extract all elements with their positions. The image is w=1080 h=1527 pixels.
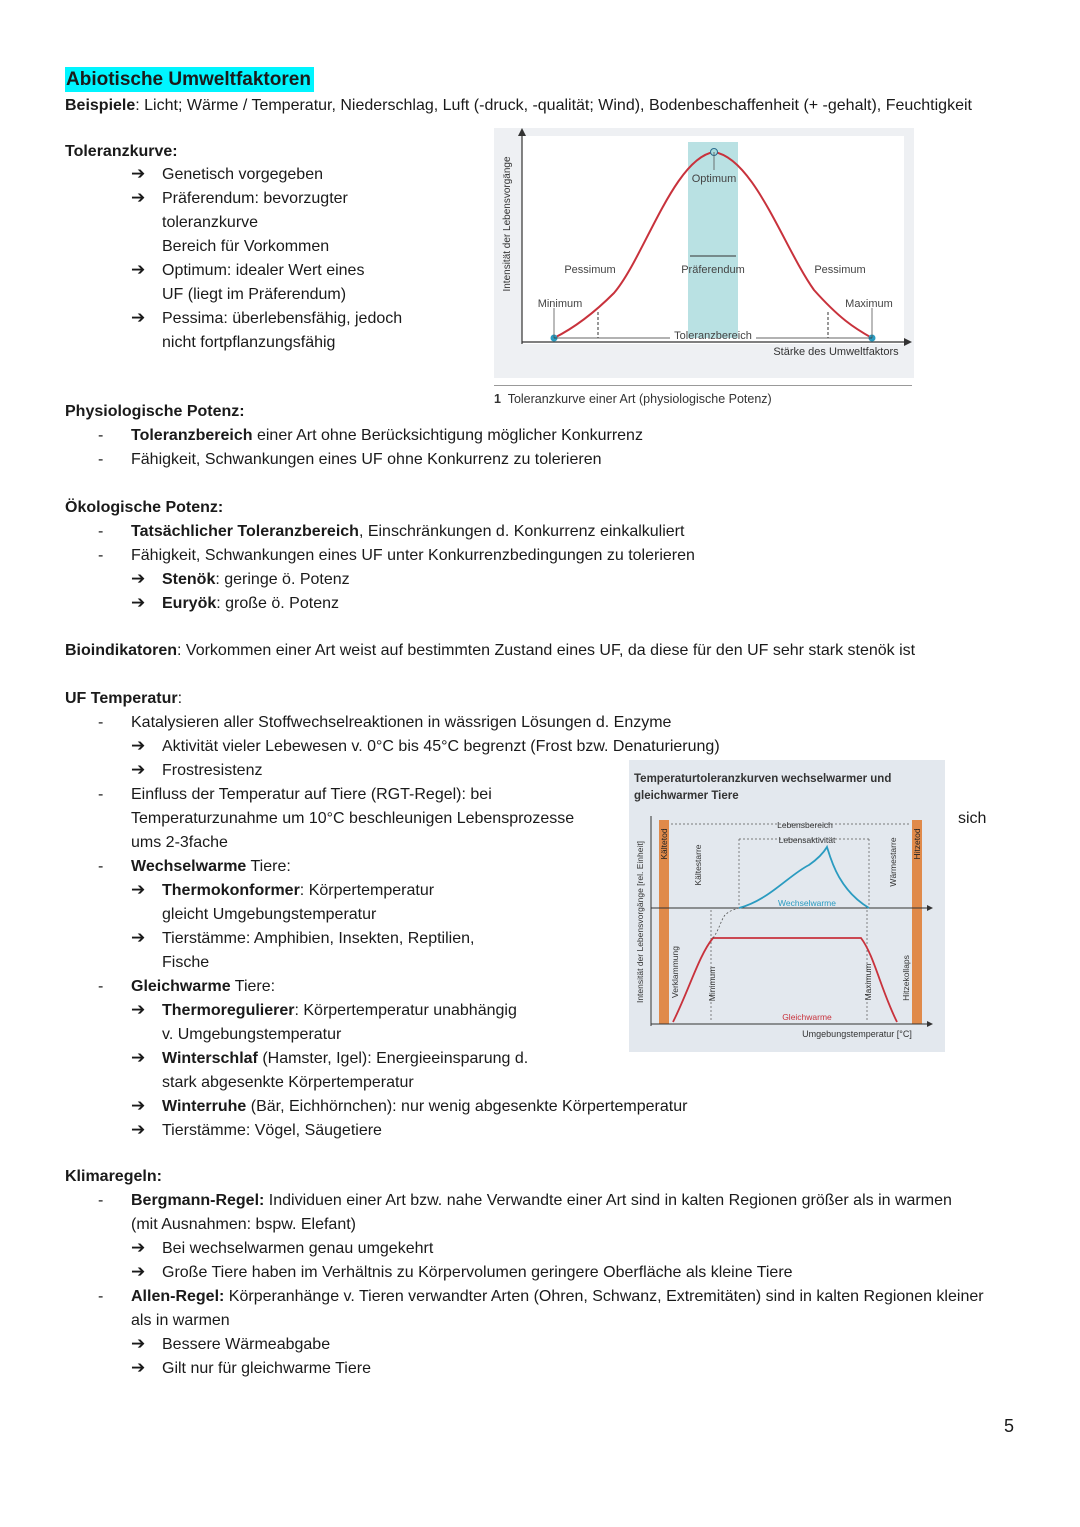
- list-item: Genetisch vorgegeben: [162, 166, 323, 183]
- list-item: Thermokonformer: Körpertemperatur: [162, 882, 435, 899]
- arrow-icon: ➔: [131, 260, 146, 279]
- list-item: Große Tiere haben im Verhältnis zu Körpervolumen geringere Oberfläche als kleine Tiere: [162, 1264, 793, 1281]
- minimum-label: Minimum: [537, 298, 583, 310]
- list-item: Temperaturzunahme um 10°C beschleunigen Lebensprozesse: [131, 810, 575, 827]
- list-item: Gilt nur für gleichwarme Tiere: [162, 1360, 371, 1377]
- list-item: Pessima: überlebensfähig, jedoch: [162, 310, 403, 327]
- fig2-title-line1: Temperaturtoleranzkurven wechselwarmer und: [634, 773, 892, 785]
- toleranzkurve-figure: [494, 128, 914, 380]
- fig2-maximum-label: Maximum: [863, 963, 873, 1001]
- dash-icon: -: [98, 523, 104, 540]
- beispiele-line: Beispiele: Licht; Wärme / Temperatur, Niederschlag, Luft (-druck, -qualität; Wind), Bodenbeschaffenheit (+ -gehalt), Feuchtigkeit: [65, 97, 972, 114]
- list-item: als in warmen: [131, 1312, 230, 1329]
- arrow-icon: ➔: [131, 593, 146, 612]
- verklammung-label: Verklammung: [670, 946, 680, 998]
- toleranzkurve-heading: Toleranzkurve:: [65, 143, 178, 160]
- dash-icon: -: [98, 858, 104, 875]
- temperatur-figure: [629, 760, 945, 1052]
- lebensbereich-label: Lebensbereich: [777, 820, 833, 830]
- fig2-xlabel: Umgebungstemperatur [°C]: [802, 1029, 912, 1039]
- list-item: (mit Ausnahmen: bspw. Elefant): [131, 1216, 356, 1233]
- arrow-icon: ➔: [131, 760, 146, 779]
- list-item: Optimum: idealer Wert eines: [162, 262, 365, 279]
- dash-icon: -: [98, 451, 104, 468]
- klima-heading: Klimaregeln:: [65, 1168, 162, 1185]
- list-item: Gleichwarme Tiere:: [131, 978, 276, 995]
- fig2-title-line2: gleichwarmer Tiere: [634, 790, 739, 802]
- list-item: Stenök: geringe ö. Potenz: [162, 571, 350, 588]
- list-item: Fähigkeit, Schwankungen eines UF unter Konkurrenzbedingungen zu tolerieren: [131, 547, 695, 564]
- list-item: Frostresistenz: [162, 762, 263, 779]
- wechselwarme-label: Wechselwarme: [778, 898, 836, 908]
- dash-icon: -: [98, 547, 104, 564]
- list-item: Toleranzbereich einer Art ohne Berücksichtigung möglicher Konkurrenz: [131, 427, 643, 444]
- list-item: ums 2-3fache: [131, 834, 228, 851]
- list-item: stark abgesenkte Körpertemperatur: [162, 1074, 414, 1091]
- dash-icon: -: [98, 978, 104, 995]
- lebensaktivitaet-label: Lebensaktivität: [778, 835, 836, 845]
- dash-icon: -: [98, 1192, 104, 1209]
- maximum-label: Maximum: [845, 298, 893, 310]
- figure1-caption: 1 Toleranzkurve einer Art (physiologische Potenz): [494, 392, 772, 406]
- pessimum-right-label: Pessimum: [814, 264, 866, 276]
- list-item: Katalysieren aller Stoffwechselreaktionen in wässrigen Lösungen d. Enzyme: [131, 714, 672, 731]
- kaeltetod-label: Kältetod: [659, 828, 669, 860]
- praeferendum-band: [688, 142, 738, 338]
- fig1-ylabel: Intensität der Lebensvorgänge: [502, 156, 513, 292]
- arrow-icon: ➔: [131, 1334, 146, 1353]
- list-item: Bergmann-Regel: Individuen einer Art bzw. nahe Verwandte einer Art sind in kalten Regionen größer als in warmen: [131, 1192, 952, 1209]
- dash-icon: -: [98, 427, 104, 444]
- list-item: Präferendum: bevorzugter: [162, 190, 348, 207]
- fig2-minimum-label: Minimum: [707, 966, 717, 1002]
- list-item: UF (liegt im Präferendum): [162, 286, 347, 303]
- oekologisch-heading: Ökologische Potenz:: [65, 499, 224, 516]
- bioindikatoren-line: Bioindikatoren: Vorkommen einer Art weist auf bestimmten Zustand eines UF, da diese für den UF sehr stark stenök ist: [65, 642, 916, 659]
- list-item: Winterschlaf (Hamster, Igel): Energieeinsparung d.: [162, 1050, 529, 1067]
- pessimum-left-label: Pessimum: [564, 264, 616, 276]
- page-title: Abiotische Umweltfaktoren: [65, 67, 314, 92]
- arrow-icon: ➔: [131, 308, 146, 327]
- list-item: Allen-Regel: Körperanhänge v. Tieren verwandter Arten (Ohren, Schwanz, Extremitäten) sind in kalten Regionen kleiner: [131, 1288, 984, 1305]
- list-item: Winterruhe (Bär, Eichhörnchen): nur wenig abgesenkte Körpertemperatur: [162, 1098, 688, 1115]
- list-item: Thermoregulierer: Körpertemperatur unabhängig: [162, 1002, 517, 1019]
- temperatur-heading: UF Temperatur:: [65, 690, 183, 707]
- arrow-icon: ➔: [131, 1048, 146, 1067]
- list-item: Fähigkeit, Schwankungen eines UF ohne Konkurrenz zu tolerieren: [131, 451, 602, 468]
- waermestarre-label: Wärmestarre: [888, 837, 898, 887]
- dash-icon: -: [98, 714, 104, 731]
- arrow-icon: ➔: [131, 188, 146, 207]
- gleichwarme-label: Gleichwarme: [782, 1012, 832, 1022]
- arrow-icon: ➔: [131, 1000, 146, 1019]
- list-item: Aktivität vieler Lebewesen v. 0°C bis 45°C begrenzt (Frost bzw. Denaturierung): [162, 738, 720, 755]
- arrow-icon: ➔: [131, 569, 146, 588]
- list-item: Einfluss der Temperatur auf Tiere (RGT-Regel): bei: [131, 786, 492, 803]
- list-item: Bessere Wärmeabgabe: [162, 1336, 331, 1353]
- optimum-label: Optimum: [691, 173, 737, 185]
- arrow-icon: ➔: [131, 1096, 146, 1115]
- list-item: Tatsächlicher Toleranzbereich, Einschränkungen d. Konkurrenz einkalkuliert: [131, 523, 685, 540]
- hitzekollaps-label: Hitzekollaps: [901, 955, 911, 1001]
- praeferendum-label: Präferendum: [681, 264, 745, 276]
- dash-icon: -: [98, 786, 104, 803]
- arrow-icon: ➔: [131, 1238, 146, 1257]
- arrow-icon: ➔: [131, 736, 146, 755]
- arrow-icon: ➔: [131, 1262, 146, 1281]
- list-item: Tierstämme: Amphibien, Insekten, Reptilien,: [162, 930, 475, 947]
- list-item: Euryök: große ö. Potenz: [162, 595, 339, 612]
- arrow-icon: ➔: [131, 880, 146, 899]
- arrow-icon: ➔: [131, 1120, 146, 1139]
- hitzetod-label: Hitzetod: [912, 828, 922, 860]
- list-item: Fische: [162, 954, 210, 971]
- list-item: sich: [958, 810, 987, 827]
- list-item: nicht fortpflanzungsfähig: [162, 334, 336, 351]
- arrow-icon: ➔: [131, 164, 146, 183]
- list-item: Bei wechselwarmen genau umgekehrt: [162, 1240, 434, 1257]
- arrow-icon: ➔: [131, 928, 146, 947]
- page-number: 5: [1004, 1416, 1015, 1436]
- list-item: v. Umgebungstemperatur: [162, 1026, 342, 1043]
- dash-icon: -: [98, 1288, 104, 1305]
- fig1-xlabel: Stärke des Umweltfaktors: [773, 346, 899, 358]
- arrow-icon: ➔: [131, 1358, 146, 1377]
- toleranzbereich-label: Toleranzbereich: [674, 330, 752, 342]
- fig2-ylabel: Intensität der Lebensvorgänge [rel. Einheit]: [635, 840, 645, 1004]
- list-item: Tierstämme: Vögel, Säugetiere: [162, 1122, 382, 1139]
- caption-rule: [494, 385, 912, 386]
- physiologisch-heading: Physiologische Potenz:: [65, 403, 245, 420]
- list-item: Bereich für Vorkommen: [162, 238, 330, 255]
- kaeltestarre-label: Kältestarre: [693, 844, 703, 886]
- list-item: gleicht Umgebungstemperatur: [162, 906, 377, 923]
- list-item: toleranzkurve: [162, 214, 259, 231]
- list-item: Wechselwarme Tiere:: [131, 858, 291, 875]
